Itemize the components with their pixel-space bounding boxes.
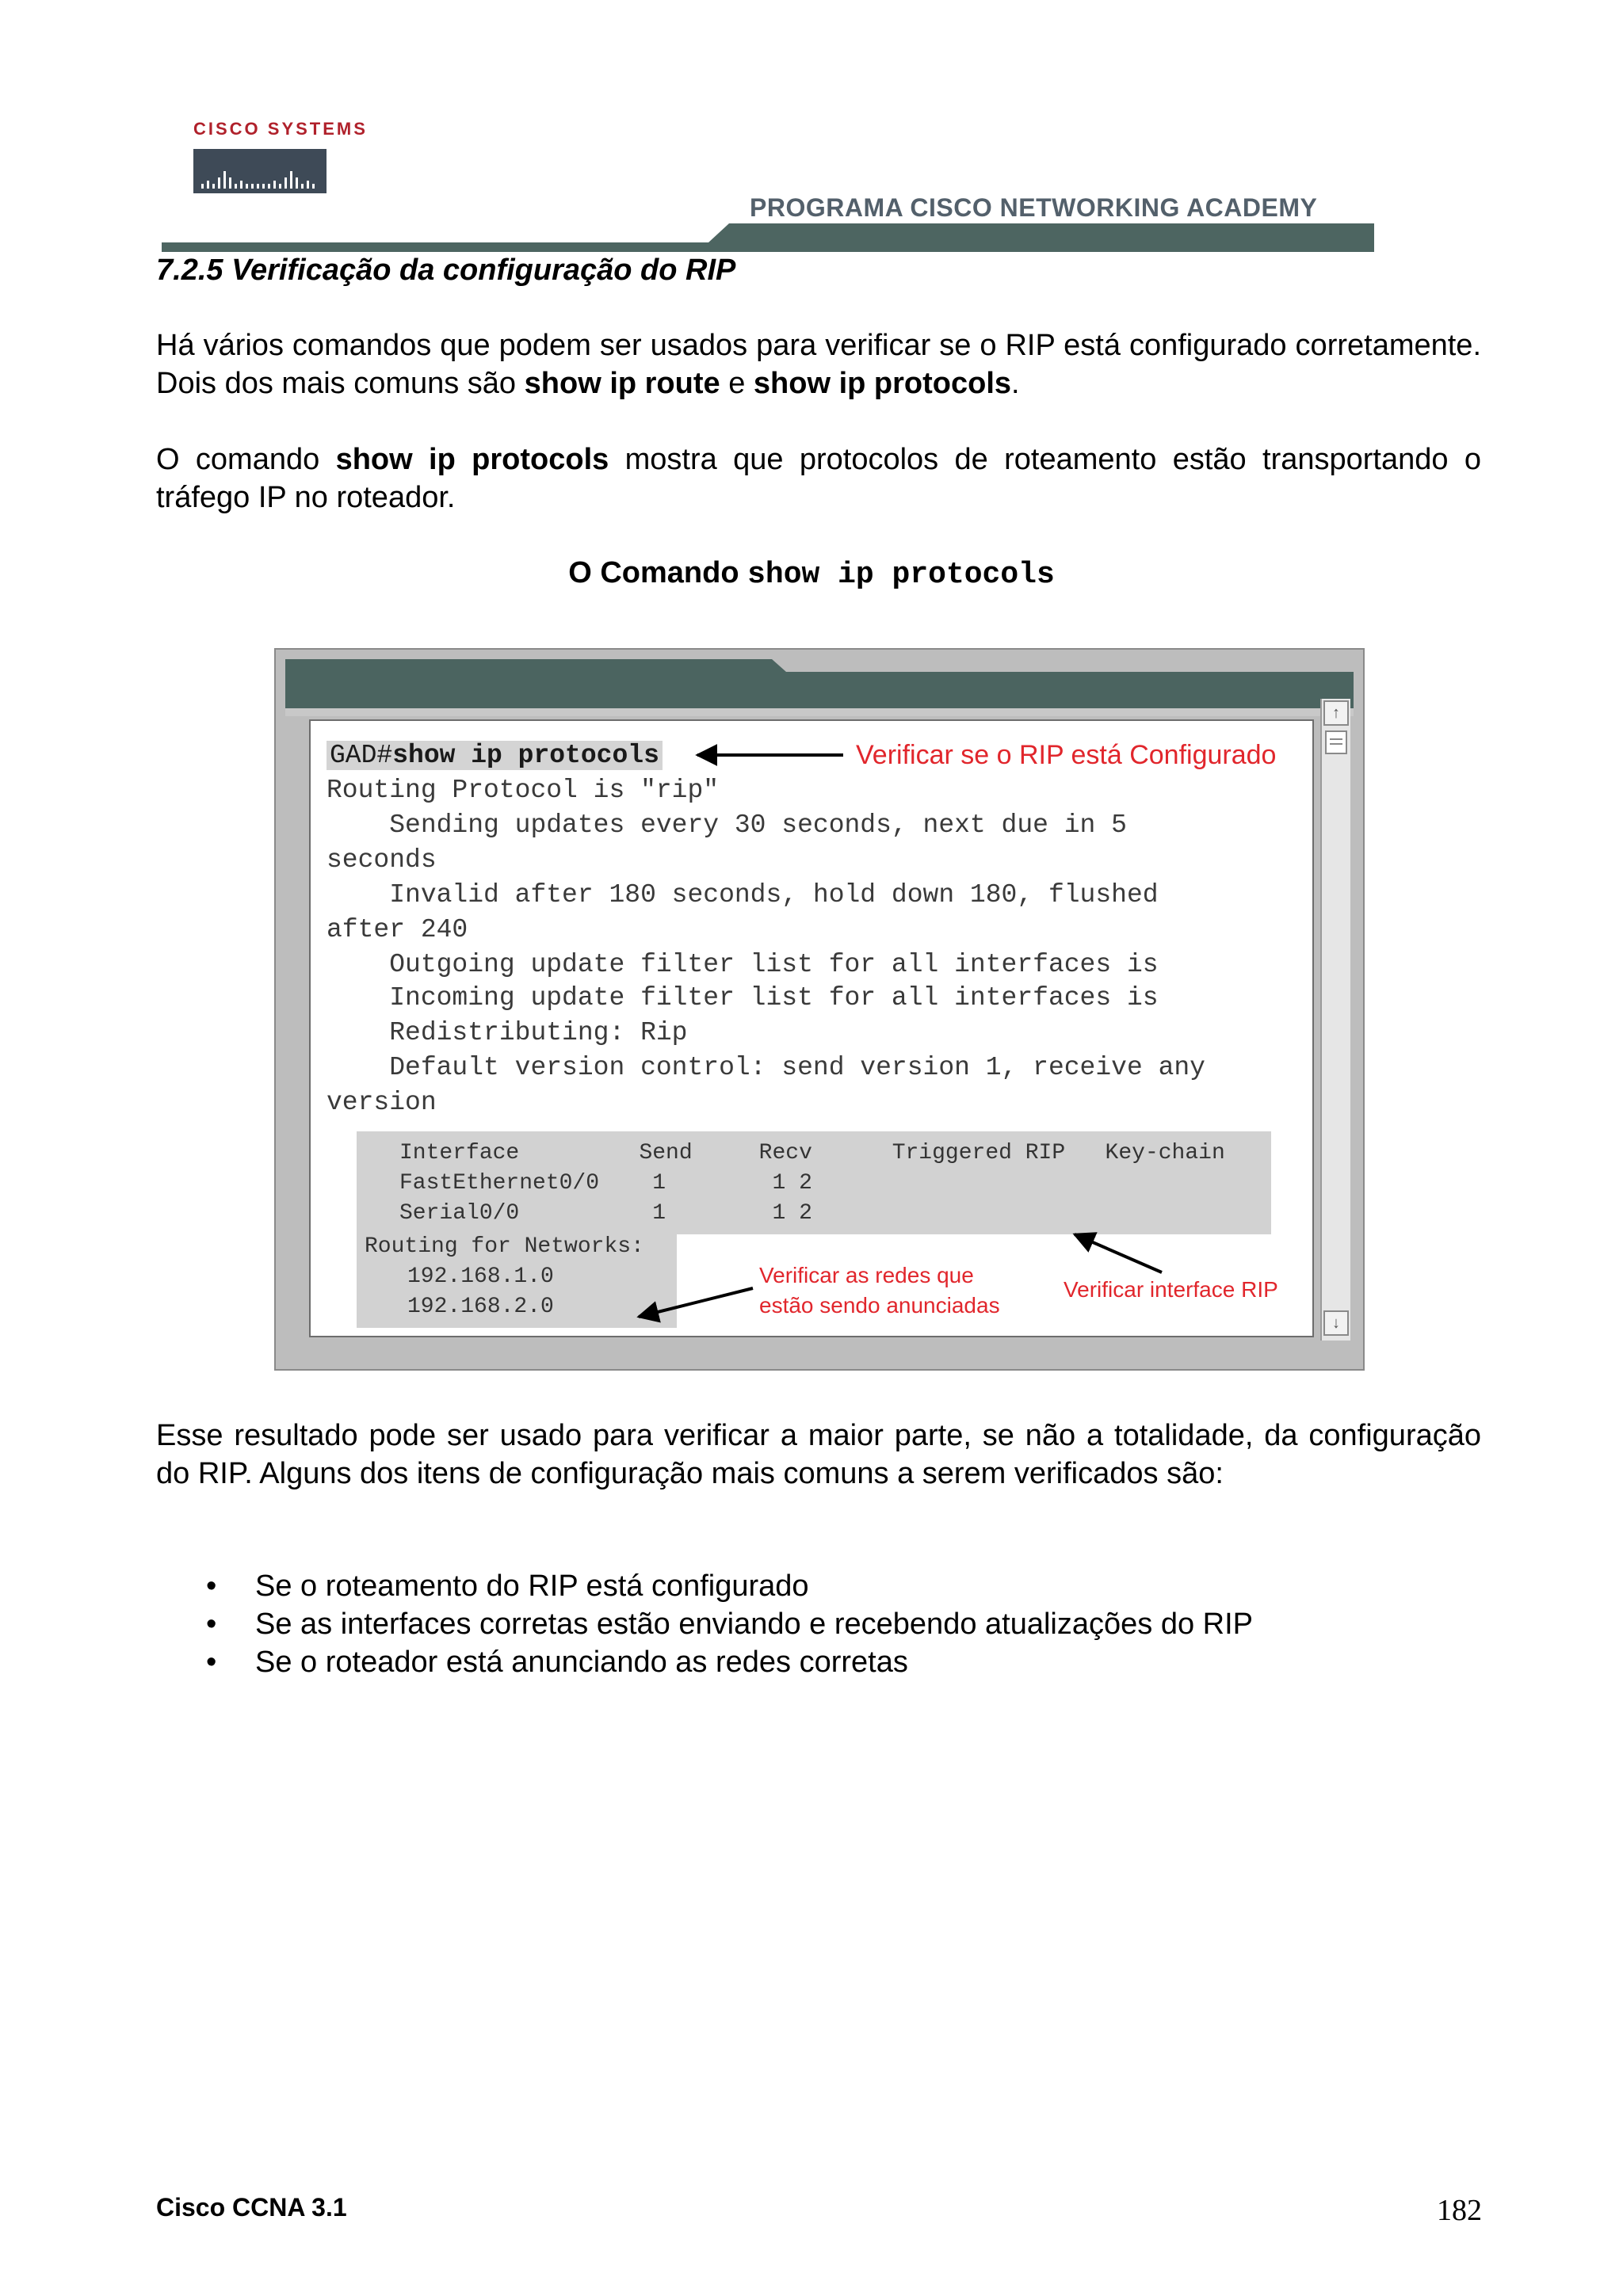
header-band: [162, 220, 1374, 252]
annotation-rip-configured: Verificar se o RIP está Configurado: [856, 740, 1277, 770]
terminal-line: Outgoing update filter list for all interfaces is: [327, 950, 1159, 979]
scroll-down-icon[interactable]: ↓: [1323, 1310, 1349, 1336]
command-description-paragraph: O comando show ip protocols mostra que protocolos de roteamento estão transportando o tráfego IP no roteador.: [156, 443, 1481, 514]
annotation-networks-line1: Verificar as redes que: [759, 1263, 974, 1287]
terminal-line: Routing Protocol is "rip": [327, 776, 720, 805]
list-item: • Se o roteador está anunciando as redes corretas: [206, 1643, 1474, 1681]
result-paragraph: Esse resultado pode ser usado para verificar a maior parte, se não a totalidade, da configuração do RIP. Alguns dos itens de configuração mais comuns a serem verificados são:: [156, 1419, 1481, 1490]
interface-table-header: Interface Send Recv Triggered RIP Key-chain: [399, 1141, 1225, 1165]
interface-table-row: Serial0/0 1 1 2: [399, 1201, 812, 1226]
annotation-networks-line2: estão sendo anunciadas: [759, 1293, 1000, 1318]
network-entry: 192.168.2.0: [407, 1295, 554, 1319]
interface-table-row: FastEthernet0/0 1 1 2: [399, 1171, 812, 1196]
terminal-command-line: GAD#show ip protocols: [327, 740, 663, 772]
terminal-line: Invalid after 180 seconds, hold down 180, flushed: [327, 880, 1159, 910]
list-item: • Se as interfaces corretas estão enviando e recebendo atualizações do RIP: [206, 1605, 1474, 1643]
routing-networks-label: Routing for Networks:: [365, 1234, 644, 1259]
scroll-thumb[interactable]: [1325, 730, 1347, 754]
terminal-line: Sending updates every 30 seconds, next due in 5: [327, 810, 1127, 840]
figure-caption: O Comando show ip protocols: [568, 556, 1055, 592]
page-number: 182: [1437, 2194, 1482, 2227]
verification-list: [206, 1567, 1474, 1681]
cisco-logo-text: CISCO SYSTEMS: [193, 119, 368, 139]
footer-course-name: Cisco CCNA 3.1: [156, 2193, 347, 2222]
terminal-line: Incoming update filter list for all interfaces is: [327, 983, 1159, 1013]
scroll-up-icon[interactable]: ↑: [1323, 700, 1349, 726]
cisco-bridge-logo-icon: [193, 149, 327, 193]
terminal-line: after 240: [327, 915, 468, 944]
academy-banner-text: PROGRAMA CISCO NETWORKING ACADEMY: [750, 193, 1318, 222]
vertical-scrollbar[interactable]: [1320, 699, 1350, 1341]
section-title: 7.2.5 Verificação da configuração do RIP: [156, 254, 736, 287]
terminal-line: Redistributing: Rip: [327, 1018, 688, 1047]
terminal-line: seconds: [327, 845, 437, 875]
intro-paragraph: Há vários comandos que podem ser usados para verificar se o RIP está configurado corretamente. Dois dos mais comuns são show ip route e show ip protocols.: [156, 329, 1481, 400]
annotation-rip-interface: Verificar interface RIP: [1064, 1277, 1278, 1302]
list-item: • Se o roteamento do RIP está configurado: [206, 1567, 1474, 1605]
terminal-line: version: [327, 1088, 437, 1117]
network-entry: 192.168.1.0: [407, 1264, 554, 1289]
terminal-line: Default version control: send version 1, receive any: [327, 1053, 1205, 1082]
